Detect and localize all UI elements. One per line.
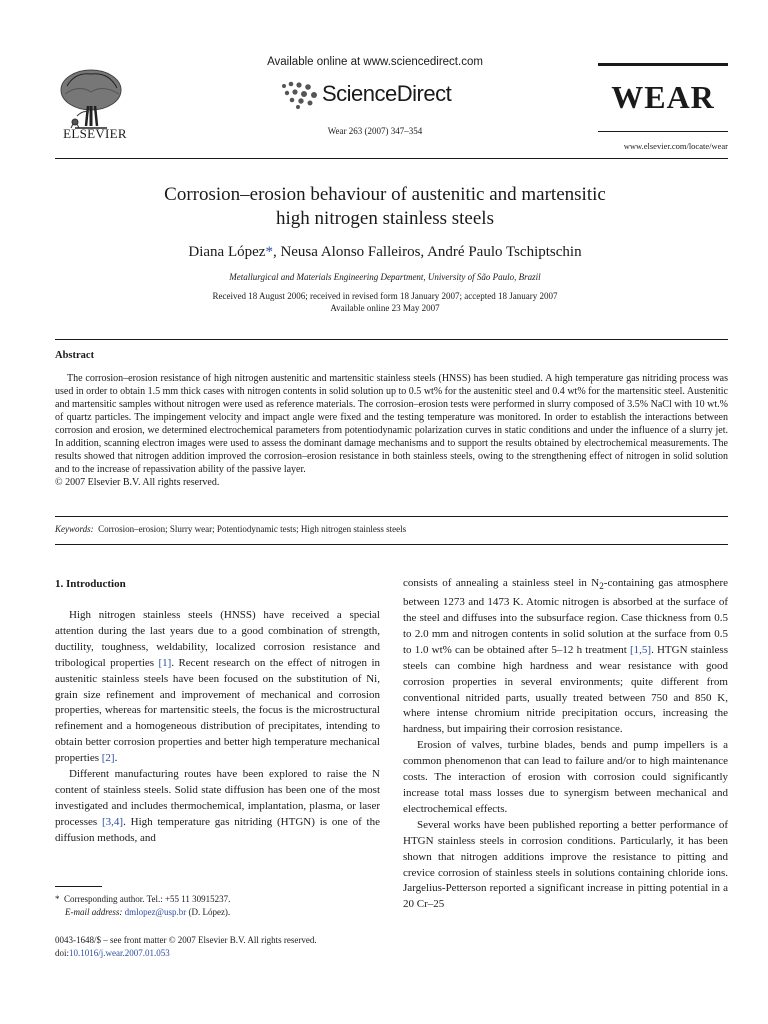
doi-line: [55, 947, 455, 960]
article-title: [95, 183, 675, 231]
email-link[interactable]: dmlopez@usp.br: [124, 907, 187, 917]
sciencedirect-wordmark: ScienceDirect: [322, 81, 452, 106]
journal-rule-top: [598, 63, 728, 66]
abstract-divider-top: [55, 339, 728, 340]
journal-title: WEAR: [611, 79, 715, 115]
reference-link[interactable]: [3,4]: [101, 815, 124, 828]
footnote-text: Corresponding author. Tel.: +55 11 30915237.: [64, 894, 231, 904]
footnote-rule: [55, 886, 102, 887]
section-heading: 1. Introduction: [55, 578, 126, 590]
co-authors: , Neusa Alonso Falleiros, André Paulo Tschiptschin: [272, 244, 582, 260]
journal-citation: Wear 263 (2007) 347–354: [327, 126, 423, 136]
available-online-text: Available online at www.sciencedirect.com: [267, 56, 483, 68]
journal-rule-mid: [598, 131, 728, 132]
keywords-list: Corrosion–erosion; Slurry wear; Potentiodynamic tests; High nitrogen stainless steels: [98, 524, 407, 534]
doi-label: doi:: [55, 948, 70, 958]
doi-link[interactable]: 10.1016/j.wear.2007.01.053: [69, 948, 170, 958]
footnote-author: [55, 893, 380, 906]
reference-link[interactable]: [2]: [101, 752, 115, 765]
abstract-copyright: © 2007 Elsevier B.V. All rights reserved.: [55, 477, 220, 488]
email-tail: (D. López).: [188, 907, 231, 917]
abstract-text: The corrosion–erosion resistance of high nitrogen austenitic and martensitic stainless steels (HNSS) has been studied. A high temperature gas nitriding process was used in order to obtain 1.5 mm thick cases with nitrogen contents in solid solution up to 0.5 wt% for the austenitic steel and 0.4 wt% for the martensitic steel. Austenitic and martensitic samples without nitrogen were used as reference materials. The corrosion–erosion tests were performed in slurry composed of 3.5% NaCl with 10 wt.% of quartz particles. The impingement velocity and impact angle were fixed and the testing temperature was monitored. In order to establish the interactions between corrosion and erosion, we determined electrochemical parameters from potentiodynamic polarization curves in static conditions and under the influence of a slurry jet. In addition, scanning electron images were used to assess the dominant damage mechanisms and to support the results obtained by electrochemical measurements. The results showed that nitrogen addition improved the corrosion–erosion resistance in both stainless steels, owing to the strengthening effect of nitrogen in solid solution and to the increase of repassivation ability of the passive layer.: [55, 373, 728, 475]
author-list: [95, 244, 675, 261]
abstract-divider-bottom: [55, 544, 728, 545]
article-title-line-1: Corrosion–erosion behaviour of austenitic and martensitic: [164, 184, 606, 205]
footnote: [55, 893, 380, 919]
reference-link[interactable]: [1]: [158, 656, 172, 669]
keywords-label: Keywords:: [55, 524, 94, 534]
right-paragraph-1: consists of annealing a stainless steel in $N_2$-containing gas atmosphere between 1273 and 1473 K. Atomic nitrogen is absorbed at the surface of the steel and diffuses into the subsurface region. Case thickness from 0.5 to 2.0 mm and nitrogen contents in solid solution at the surface from 0.5 to 1.0 wt% can be obtained after 5–12 h treatment [1,5]. HTGN stainless steels can combine high hardness and wear resistance with good corrosion properties in several environments; quite different from conventional nitrided parts, usually treated between 750 and 850 K, where intense chromium nitride precipitation occurs, increasing the hardness, but impairing their corrosion resistance.: [403, 577, 728, 736]
left-paragraph-1: High nitrogen stainless steels (HNSS) have received a special attention during the last years due to a good combination of strength, ductility, toughness, weldability, localized corrosion resistance and tribological properties [1]. Recent research on the effect of nitrogen in austenitic stainless steels have been focused on the substitution of Ni, grain size refinement and improvement of mechanical and corrosion properties, whereas for martensitic steels, the focus is the microstructural refinement and a homogeneous distribution of precipitates, intending to obtain better corrosion properties and better high temperature mechanical properties [2].: [55, 609, 380, 765]
article-title-line-2: high nitrogen stainless steels: [276, 208, 494, 229]
footnote-mark: *: [55, 894, 60, 904]
publisher-name: ELSEVIER: [63, 126, 127, 141]
issn-line: 0043-1648/$ – see front matter © 2007 Elsevier B.V. All rights reserved.: [55, 935, 317, 945]
reference-link[interactable]: [1,5]: [629, 643, 652, 656]
right-column: [403, 576, 728, 913]
right-paragraph-2: Erosion of valves, turbine blades, bends and pump impellers is a common phenomenon that can lead to failure and/or to high maintenance costs. The interaction of erosion with corrosion could significantly increase total mass losses due to synergism between mechanical and electrochemical effects.: [403, 739, 728, 815]
available-date: Available online 23 May 2007: [330, 303, 440, 313]
keywords-divider: [55, 516, 728, 517]
header-divider: [55, 158, 728, 159]
left-paragraph-2: Different manufacturing routes have been explored to raise the N content of stainless steels. Solid state diffusion has been one of the most investigated and includes thermochemical, implantation, plasma, or laser processes [3,4]. High temperature gas nitriding (HTGN) is one of the diffusion methods, and: [55, 768, 380, 844]
page-footer: [55, 934, 455, 960]
keywords: [55, 524, 728, 534]
corresponding-author-mark[interactable]: *: [265, 244, 273, 260]
journal-url[interactable]: www.elsevier.com/locate/wear: [623, 141, 728, 151]
right-paragraph-3: Several works have been published reporting a better performance of HTGN stainless steels in corrosion conditions. Particularly, it has been shown that nitrogen additions improve the resistance to pitting and crevice corrosion of stainless steels in solutions containing chloride ions. Jargelius-Petterson reported a significant increase in pitting potential in a 20 Cr–25: [403, 818, 728, 911]
abstract-body: [55, 372, 728, 489]
affiliation: Metallurgical and Materials Engineering Department, University of São Paulo, Brazil: [229, 272, 541, 282]
left-column: [55, 608, 380, 847]
email-label: E-mail address:: [65, 907, 123, 917]
article-dates: [95, 290, 675, 314]
abstract-heading: Abstract: [55, 350, 95, 361]
footnote-email: [55, 906, 380, 919]
received-dates: Received 18 August 2006; received in revised form 18 January 2007; accepted 18 January 2007: [212, 291, 558, 301]
author-name: Diana López: [188, 244, 266, 260]
